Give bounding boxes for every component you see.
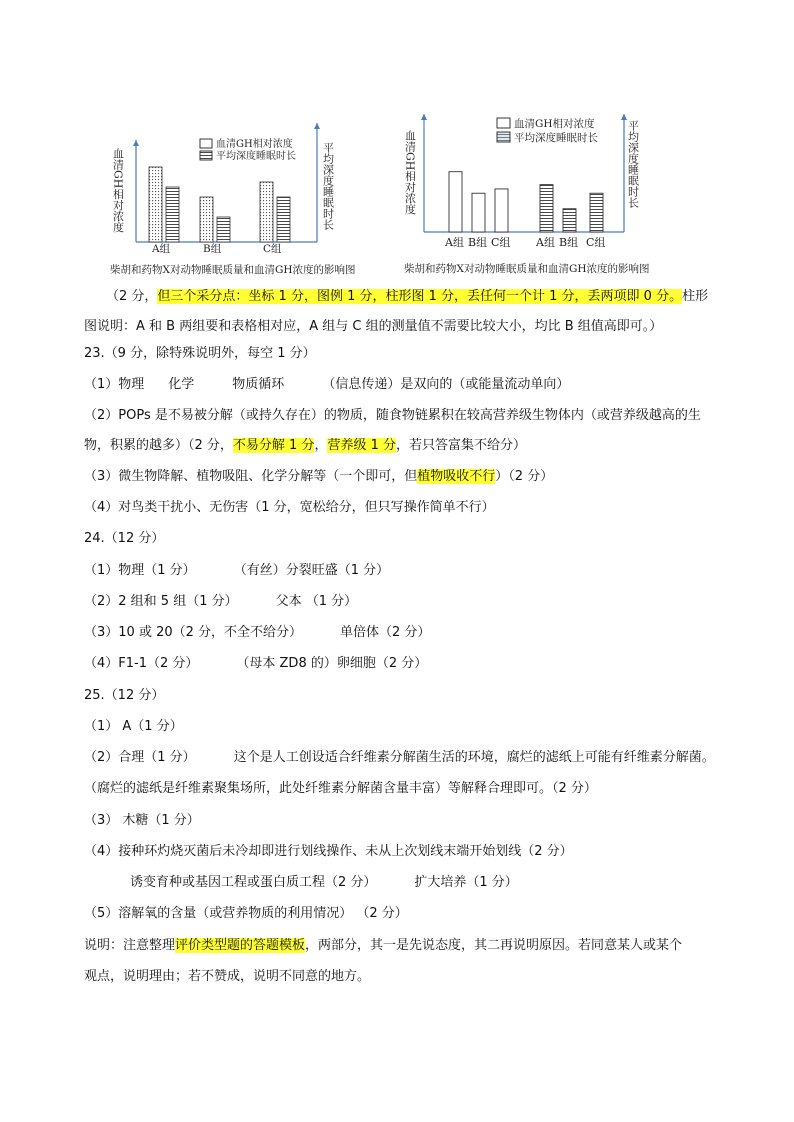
legend-label-gh: 血清GH相对浓度 [514, 118, 595, 130]
line-text: 柱形 [682, 289, 709, 304]
chart-1-ylabel-left: 血清GH相对浓度 [111, 148, 125, 233]
tick-label: A组 [152, 243, 171, 255]
bar-sleep [277, 197, 290, 242]
bar-gh [200, 197, 213, 242]
tick-label: A组 [536, 236, 555, 249]
line-text: 物，积累的越多）（2 分， [84, 438, 233, 453]
legend-label-gh: 血清GH相对浓度 [216, 139, 293, 150]
highlighted-text: 营养级 1 分 [327, 438, 397, 453]
line-text: 这个是人工创设适合纤维素分解菌生活的环境，腐烂的滤纸上可能有纤维素分解菌。 [233, 750, 715, 765]
legend-swatch-gh [497, 118, 510, 128]
bar-gh [472, 193, 485, 232]
text-line [84, 530, 164, 548]
line-text: （1）物理 [84, 377, 145, 392]
bar-sleep [166, 187, 179, 242]
highlighted-text: 评价类型题的答题模板 [175, 938, 306, 953]
chart-2-svg [402, 112, 642, 262]
bar-gh [449, 172, 462, 232]
text-line [84, 749, 715, 767]
text-line [84, 437, 526, 455]
text-line [84, 780, 597, 798]
line-text: 化学 [168, 377, 195, 392]
line-text: 单倍体（2 分） [340, 625, 431, 640]
line-text: （4）对鸟类干扰小、无伤害（1 分，宽松给分，但只写操作简单不行） [84, 500, 495, 515]
text-line [84, 345, 316, 363]
y-axis-right-arrow [314, 123, 320, 129]
legend-swatch-gh [200, 139, 212, 148]
text-line [84, 499, 495, 517]
text-line [84, 562, 389, 580]
chart-2-caption: 柴胡和药物X对动物睡眠质量和血清GH浓度的影响图 [404, 263, 650, 275]
text-line [84, 655, 427, 673]
tick-label: C组 [491, 236, 511, 249]
line-text: 物质循环 [232, 377, 285, 392]
chart-2-tick-labels [444, 236, 605, 249]
line-text: （2）2 组和 5 组（1 分） [84, 594, 238, 609]
tick-label: A组 [445, 236, 464, 249]
chart-1-caption: 柴胡和药物X对动物睡眠质量和血清GH浓度的影响图 [110, 264, 356, 276]
text-line [84, 376, 569, 394]
tick-label: C组 [586, 236, 606, 249]
tick-label: B组 [468, 236, 488, 249]
line-text: 24.（12 分） [84, 531, 165, 546]
chart-1-tick-labels [151, 243, 282, 255]
bar-gh [149, 167, 162, 242]
tick-label: B组 [559, 236, 579, 249]
chart-2-bars [449, 172, 603, 232]
line-text: （1） A（1 分） [84, 719, 183, 734]
line-text: （有丝）分裂旺盛（1 分） [233, 563, 390, 578]
line-text: （3）微生物降解、植物吸阻、化学分解等（一个即可，但 [84, 469, 418, 484]
chart-1-bars [149, 167, 290, 242]
chart-2-ylabel-left: 血清GH相对浓度 [403, 130, 417, 215]
tick-label: B组 [203, 243, 222, 255]
text-line [84, 968, 370, 986]
line-text: 图说明：A 和 B 两组要和表格相对应，A 组与 C 组的测量值不需要比较大小，均比 B 组值高即可。） [84, 319, 663, 334]
line-text: （2）POPs 是不易被分解（或持久存在）的物质，随食物链累积在较高营养级生物体内（或营养级越高的生 [84, 408, 701, 423]
bar-sleep [217, 217, 230, 242]
line-text: （3） 木糖（1 分） [84, 813, 200, 828]
chart-1-ylabel-right: 平均深度睡眠时长 [321, 142, 335, 230]
line-text: （4）接种环灼烧灭菌后未冷却即进行划线操作、未从上次划线末端开始划线（2 分） [84, 844, 573, 859]
line-text: ，两部分，其一是先说态度，其二再说明原因。若同意某人或某个 [305, 938, 683, 953]
text-line [84, 318, 662, 336]
line-text: （2）合理（1 分） [84, 750, 196, 765]
highlighted-text: 植物吸收不行 [417, 469, 496, 484]
line-text: 25.（12 分） [84, 688, 165, 703]
chart-1-legend [200, 137, 296, 162]
text-line [104, 874, 518, 892]
bar-sleep [540, 185, 553, 232]
y-axis-left-arrow [133, 140, 139, 146]
line-text: （4）F1-1（2 分） [84, 656, 199, 671]
chart-1-svg [111, 118, 335, 268]
line-text: 观点，说明理由；若不赞成，说明不同意的地方。 [84, 969, 371, 984]
text-line [84, 905, 408, 923]
line-text: ， [314, 438, 328, 453]
text-line [84, 718, 183, 736]
line-text: 扩大培养（1 分） [414, 875, 518, 890]
tick-label: C组 [263, 243, 282, 255]
line-text: （5）溶解氧的含量（或营养物质的利用情况） （2 分） [84, 906, 408, 921]
line-text: 23.（9 分，除特殊说明外，每空 1 分） [84, 346, 316, 361]
text-line [84, 843, 573, 861]
text-line [106, 288, 708, 306]
text-line [84, 468, 553, 486]
text-line [84, 937, 682, 955]
line-text: （2 分， [106, 289, 158, 304]
text-line [84, 812, 200, 830]
bar-sleep [563, 209, 576, 232]
line-text: 诱变育种或基因工程或蛋白质工程（2 分） [104, 875, 377, 890]
y-axis-left-arrow [421, 114, 427, 120]
line-text: （1）物理（1 分） [84, 563, 196, 578]
text-line [84, 687, 164, 705]
legend-swatch-sleep [497, 132, 510, 142]
highlighted-text: 但三个采分点：坐标 1 分，图例 1 分，柱形图 1 分，丢任何一个计 1 分，丢两项即 0 分。 [157, 289, 683, 304]
highlighted-text: 不易分解 1 分 [232, 438, 315, 453]
legend-label-sleep: 平均深度睡眠时长 [216, 151, 296, 162]
chart-2-ylabel-right: 平均深度睡眠时长 [626, 120, 640, 208]
legend-label-sleep: 平均深度睡眠时长 [514, 132, 598, 144]
legend-swatch-sleep [200, 151, 212, 160]
bar-sleep [590, 193, 603, 232]
text-line [84, 624, 430, 642]
text-line [84, 407, 701, 425]
chart-1 [111, 118, 335, 268]
line-text: 父本 （1 分） [275, 594, 358, 609]
line-text: 说明：注意整理 [84, 938, 176, 953]
line-text: （腐烂的滤纸是纤维素聚集场所，此处纤维素分解菌含量丰富）等解释合理即可。（2 分） [84, 781, 597, 796]
line-text: ）（2 分） [495, 469, 554, 484]
line-text: （母本 ZD8 的）卵细胞（2 分） [236, 656, 428, 671]
chart-2 [402, 112, 642, 262]
line-text: （3）10 或 20（2 分，不全不给分） [84, 625, 303, 640]
chart-2-legend [497, 117, 598, 144]
bar-gh [495, 189, 508, 232]
line-text: ，若只答富集不给分） [396, 438, 527, 453]
bar-gh [260, 182, 273, 242]
line-text: （信息传递）是双向的（或能量流动单向） [322, 377, 570, 392]
text-line [84, 593, 357, 611]
